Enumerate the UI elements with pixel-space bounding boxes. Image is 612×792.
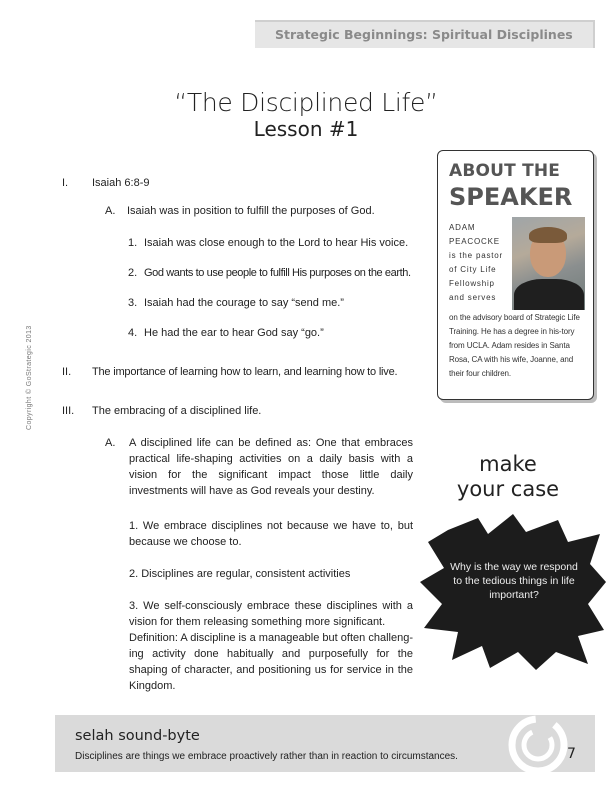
sound-byte-text: Disciplines are things we embrace proactively rather than in reaction to circumstances. xyxy=(75,751,458,762)
outline-item-iii-a-3: 3. We self-consciously embrace these disciplines with a vision for them releasing something more significant. xyxy=(129,600,413,628)
outline-number: 3. xyxy=(128,297,138,309)
series-title: Strategic Beginnings: Spiritual Disciplines xyxy=(275,26,573,42)
definition-text: Definition: A discipline is a manageable but often challeng-ing activity done habitually and purposefully for the shaping of character, and positioning us for service in the Kingdom. xyxy=(129,632,413,692)
bio-line: and serves xyxy=(449,293,497,302)
outline-item-iii-a xyxy=(105,435,413,499)
ring-logo-icon xyxy=(503,715,573,772)
outline-text: Isaiah 6:8-9 xyxy=(92,177,150,189)
bio-line: Fellowship xyxy=(449,279,495,288)
outline-text: God wants to use people to fulfill His purposes on the earth. xyxy=(144,267,411,279)
speaker-heading-bottom: SPEAKER xyxy=(449,183,573,211)
speaker-bio-rest: on the advisory board of Strategic Life Training. He has a degree in his-tory from UCLA. Adam resides in Santa Rosa, CA with his wife, Joanne, and their four children. xyxy=(449,313,580,378)
outline-number: 1. xyxy=(128,237,138,249)
outline-text: He had the ear to hear God say “go.” xyxy=(144,327,324,339)
outline-text: Isaiah had the courage to say “send me.” xyxy=(144,297,344,309)
outline-text: The importance of learning how to learn, and learning how to live. xyxy=(92,366,398,378)
bio-line: of City Life xyxy=(449,265,497,274)
outline-text: The embracing of a disciplined life. xyxy=(92,405,262,417)
outline-text: Isaiah was in position to fulfill the purposes of God. xyxy=(127,205,375,217)
copyright-notice: Copyright © GoStrategic 2013 xyxy=(26,325,33,430)
bio-line: is the pastor xyxy=(449,251,503,260)
make-your-case-heading xyxy=(438,452,578,502)
outline-number: A. xyxy=(105,437,116,449)
outline-number: I. xyxy=(62,177,69,189)
outline-number: 4. xyxy=(128,327,138,339)
sound-byte-footer xyxy=(55,715,595,772)
page-title: “The Disciplined Life” xyxy=(174,88,438,117)
speaker-bio-intro xyxy=(449,221,511,305)
make-case-line: your case xyxy=(456,477,560,501)
outline-number: A. xyxy=(105,205,116,217)
outline-text: A disciplined life can be defined as: One that embraces practical life-shaping activities on a daily basis with a vision for the significant impact those little daily investments will have as God reveals your destiny. xyxy=(129,437,413,497)
speaker-photo xyxy=(512,217,585,310)
outline-number: II. xyxy=(62,366,72,378)
page-number: 7 xyxy=(567,746,576,762)
outline-number: 2. xyxy=(128,267,138,279)
sound-byte-title: selah sound-byte xyxy=(75,728,200,744)
outline-number: III. xyxy=(62,405,75,417)
outline-item-iii-a-2: 2. Disciplines are regular, consistent activities xyxy=(129,568,351,580)
speaker-heading-top: ABOUT THE xyxy=(449,161,561,181)
series-header xyxy=(255,20,595,48)
bio-line: ADAM xyxy=(449,223,476,232)
outline-text: Isaiah was close enough to the Lord to hear His voice. xyxy=(144,237,409,249)
bio-line: PEACOCKE xyxy=(449,237,500,246)
make-case-line: make xyxy=(479,452,537,476)
discussion-question: Why is the way we respond to the tedious things in life important? xyxy=(450,561,578,601)
outline-item-iii-a-1: 1. We embrace disciplines not because we have to, but because we choose to. xyxy=(129,520,413,548)
lesson-subtitle: Lesson #1 xyxy=(253,117,359,141)
about-speaker-box xyxy=(437,150,594,400)
